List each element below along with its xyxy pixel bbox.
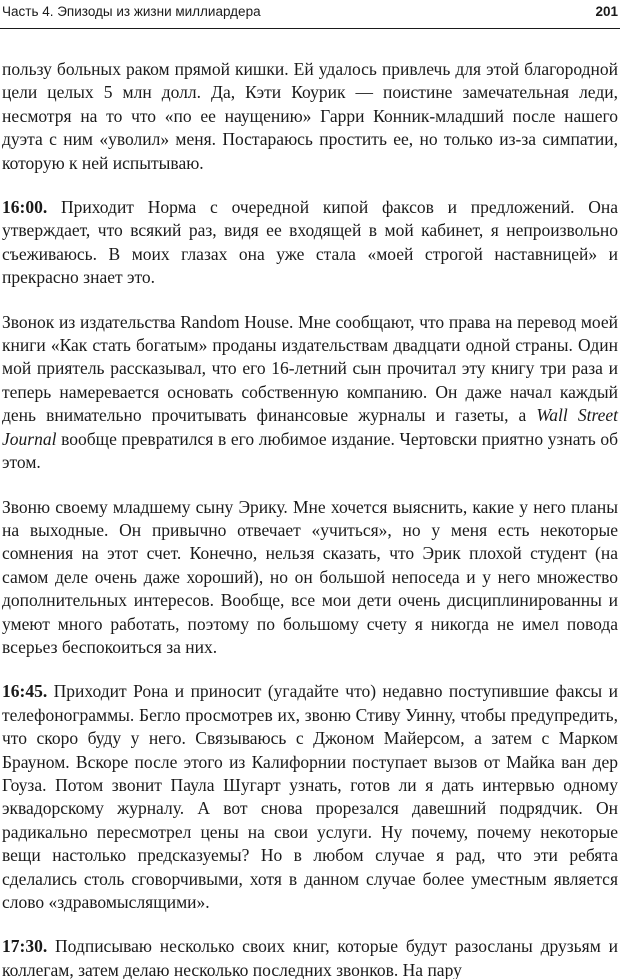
time-label: 16:45. bbox=[2, 681, 48, 702]
paragraph-text-end: вообще превратился в его любимое издание. Чертовски приятно узнать об этом. bbox=[2, 428, 618, 473]
paragraph-random-house bbox=[2, 311, 618, 475]
time-label: 17:30. bbox=[2, 936, 48, 957]
paragraph-text: Звоню своему младшему сыну Эрику. Мне хочется выяснить, какие у него планы на выходные. Он привычно отвечает «учиться», но у меня есть некоторые сомнения на этот счет. Конечно, нельзя сказать, что Эрик плохой студент (на самом деле очень даже хороший), но он большой непоседа и у него множество дополнительных интересов. Вообще, все мои дети очень дисциплинированны и умеют много работать, поэтому по большому счету я никогда не имел повода всерьез беспокоиться за них. bbox=[2, 496, 618, 657]
paragraph-eric bbox=[2, 496, 618, 660]
paragraph-continued bbox=[2, 58, 618, 175]
paragraph-text: пользу больных раком прямой кишки. Ей удалось привлечь для этой благородной цели целых 5 млн долл. Да, Кэти Коурик — поистине замечательная леди, несмотря на то что «по ее наущению» Гарри Конник-младший после нашего дуэта с ним «уволил» меня. Постараюсь простить ее, но только из-за симпатии, которую к ней испытываю. bbox=[2, 59, 618, 173]
running-header bbox=[0, 0, 620, 29]
publication-title: Wall Street Journal bbox=[2, 405, 618, 449]
paragraph-text: Приходит Норма с очередной кипой факсов и предложений. Она утверждает, что всякий раз, видя ее входящей в мой кабинет, я непроизвольно съеживаюсь. В моих глазах она уже стала «моей строгой наставницей» и прекрасно знает это. bbox=[2, 197, 618, 288]
paragraph-text: Подписываю несколько своих книг, которые будут разосланы друзьям и коллегам, затем делаю несколько последних звонков. На пару bbox=[2, 936, 618, 979]
paragraph-text: Приходит Рона и приносит (угадайте что) недавно поступившие факсы и телефонограммы. Бегло просмотрев их, звоню Стиву Уинну, чтобы предупредить, что скоро буду у него. Связываюсь с Джоном Майерсом, а затем с Марком Брауном. Вскоре после этого из Калифорнии поступает вызов от Майка ван дер Гоуза. Потом звонит Паула Шугарт узнать, готов ли я дать интервью одному эквадорскому журналу. А вот снова прорезался давешний подрядчик. Он радикально пересмотрел цены на свои услуги. Ну почему, почему некоторые вещи настолько предсказуемы? Но в любом случае я рад, что эти ребята сделались столь сговорчивыми, хотя в данном случае более уместным является слово «здравомыслящими». bbox=[2, 681, 618, 912]
paragraph-1600 bbox=[2, 196, 618, 290]
paragraph-1730 bbox=[2, 935, 618, 979]
chapter-title: Часть 4. Эпизоды из жизни миллиардера bbox=[2, 4, 261, 19]
page-number: 201 bbox=[595, 4, 618, 19]
body-text bbox=[2, 58, 618, 979]
paragraph-1645 bbox=[2, 680, 618, 914]
paragraph-text: Звонок из издательства Random House. Мне сообщают, что права на перевод моей книги «Как стать богатым» проданы издательствам двадцати одной страны. Один мой приятель рассказывал, что его 16-летний сын прочитал эту книгу три раза и теперь намеревается основать собственную компанию. Он даже начал каждый день внимательно прочитывать финансовые журналы и газеты, а bbox=[2, 311, 618, 426]
time-label: 16:00. bbox=[2, 197, 48, 218]
